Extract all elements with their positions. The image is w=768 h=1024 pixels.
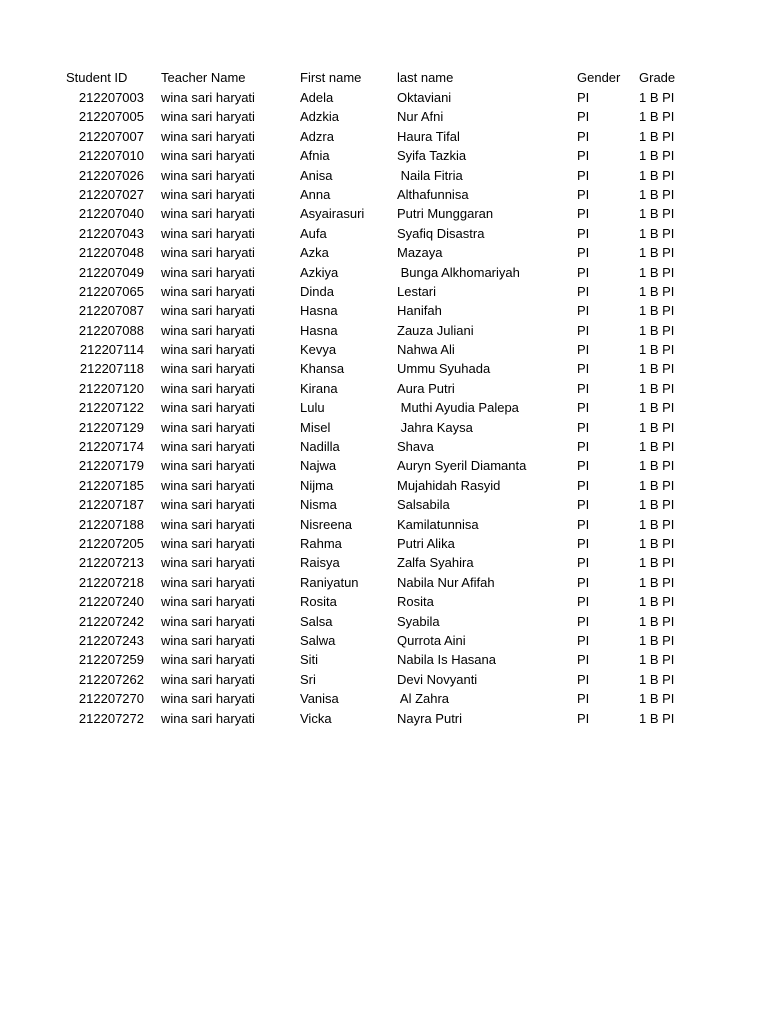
teacher-name-cell: wina sari haryati <box>161 535 255 551</box>
grade-cell: 1 B PI <box>639 691 675 707</box>
gender-cell: PI <box>577 380 590 396</box>
student-id-cell: 212207270 <box>78 691 144 707</box>
grade-cell: 1 B PI <box>639 109 675 125</box>
grade-cell: 1 B PI <box>639 186 675 202</box>
grade-cell: 1 B PI <box>639 419 675 435</box>
first-name-cell: Vicka <box>300 710 332 726</box>
gender-cell: PI <box>577 652 590 668</box>
grade-cell: 1 B PI <box>639 710 675 726</box>
table-row <box>0 301 768 320</box>
table-row <box>0 107 768 126</box>
gender-cell: PI <box>577 419 590 435</box>
table-row <box>0 127 768 146</box>
teacher-name-cell: wina sari haryati <box>161 497 255 513</box>
table-row <box>0 670 768 689</box>
student-id-cell: 212207040 <box>78 206 144 222</box>
gender-cell: PI <box>577 186 590 202</box>
teacher-name-cell: wina sari haryati <box>161 206 255 222</box>
student-id-cell: 212207007 <box>78 128 144 144</box>
gender-cell: PI <box>577 555 590 571</box>
column-header-first-name: First name <box>300 70 362 85</box>
student-id-cell: 212207003 <box>78 90 144 105</box>
first-name-cell: Anisa <box>300 167 333 183</box>
grade-cell: 1 B PI <box>639 477 675 493</box>
last-name-cell: Lestari <box>397 283 437 299</box>
teacher-name-cell: wina sari haryati <box>161 613 255 629</box>
first-name-cell: Nisreena <box>300 516 353 532</box>
student-id-cell: 212207043 <box>78 225 144 241</box>
first-name-cell: Afnia <box>300 148 330 164</box>
last-name-cell: Nabila Nur Afifah <box>397 574 495 590</box>
first-name-cell: Vanisa <box>300 691 339 707</box>
student-id-cell: 212207272 <box>78 710 144 726</box>
last-name-cell: Auryn Syeril Diamanta <box>397 458 527 474</box>
student-id-cell: 212207188 <box>78 516 144 532</box>
last-name-cell: Syafiq Disastra <box>397 225 485 241</box>
last-name-cell: Zalfa Syahira <box>397 555 474 571</box>
student-id-cell: 212207213 <box>78 555 144 571</box>
gender-cell: PI <box>577 458 590 474</box>
teacher-name-cell: wina sari haryati <box>161 148 255 164</box>
first-name-cell: Sri <box>300 671 316 687</box>
table-row <box>0 553 768 572</box>
last-name-cell: Nabila Is Hasana <box>397 652 496 668</box>
table-header-row <box>0 68 768 88</box>
grade-cell: 1 B PI <box>639 167 675 183</box>
gender-cell: PI <box>577 342 590 358</box>
last-name-cell: Putri Munggaran <box>397 206 494 222</box>
first-name-cell: Adela <box>300 90 334 105</box>
last-name-cell: Syifa Tazkia <box>397 148 467 164</box>
student-table <box>0 68 768 728</box>
first-name-cell: Adzra <box>300 128 334 144</box>
student-id-cell: 212207120 <box>78 380 144 396</box>
grade-cell: 1 B PI <box>639 613 675 629</box>
teacher-name-cell: wina sari haryati <box>161 691 255 707</box>
teacher-name-cell: wina sari haryati <box>161 710 255 726</box>
grade-cell: 1 B PI <box>639 671 675 687</box>
last-name-cell: Muthi Ayudia Palepa <box>397 400 519 416</box>
gender-cell: PI <box>577 613 590 629</box>
gender-cell: PI <box>577 477 590 493</box>
student-id-cell: 212207005 <box>78 109 144 125</box>
first-name-cell: Adzkia <box>300 109 340 125</box>
grade-cell: 1 B PI <box>639 206 675 222</box>
table-row <box>0 689 768 708</box>
table-row <box>0 437 768 456</box>
table-row <box>0 534 768 553</box>
student-id-cell: 212207262 <box>78 671 144 687</box>
student-id-cell: 212207087 <box>78 303 144 319</box>
gender-cell: PI <box>577 128 590 144</box>
table-row <box>0 631 768 650</box>
gender-cell: PI <box>577 206 590 222</box>
gender-cell: PI <box>577 671 590 687</box>
teacher-name-cell: wina sari haryati <box>161 186 255 202</box>
table-row <box>0 573 768 592</box>
last-name-cell: Nahwa Ali <box>397 342 455 358</box>
last-name-cell: Qurrota Aini <box>397 632 466 648</box>
teacher-name-cell: wina sari haryati <box>161 380 255 396</box>
student-id-cell: 212207187 <box>78 497 144 513</box>
gender-cell: PI <box>577 710 590 726</box>
grade-cell: 1 B PI <box>639 652 675 668</box>
student-id-cell: 212207065 <box>78 283 144 299</box>
teacher-name-cell: wina sari haryati <box>161 361 255 377</box>
gender-cell: PI <box>577 535 590 551</box>
grade-cell: 1 B PI <box>639 632 675 648</box>
teacher-name-cell: wina sari haryati <box>161 225 255 241</box>
last-name-cell: Kamilatunnisa <box>397 516 479 532</box>
grade-cell: 1 B PI <box>639 535 675 551</box>
grade-cell: 1 B PI <box>639 380 675 396</box>
first-name-cell: Kirana <box>300 380 338 396</box>
gender-cell: PI <box>577 167 590 183</box>
column-header-grade: Grade <box>639 70 676 85</box>
first-name-cell: Aufa <box>300 225 327 241</box>
gender-cell: PI <box>577 264 590 280</box>
student-id-cell: 212207129 <box>78 419 144 435</box>
student-id-cell: 212207243 <box>78 632 144 648</box>
last-name-cell: Al Zahra <box>397 691 450 707</box>
first-name-cell: Khansa <box>300 361 345 377</box>
table-row <box>0 418 768 437</box>
grade-cell: 1 B PI <box>639 148 675 164</box>
first-name-cell: Salsa <box>300 613 333 629</box>
grade-cell: 1 B PI <box>639 90 675 105</box>
grade-cell: 1 B PI <box>639 264 675 280</box>
last-name-cell: Mazaya <box>397 245 443 261</box>
gender-cell: PI <box>577 148 590 164</box>
last-name-cell: Bunga Alkhomariyah <box>397 264 520 280</box>
first-name-cell: Nijma <box>300 477 334 493</box>
table-row <box>0 88 768 107</box>
teacher-name-cell: wina sari haryati <box>161 671 255 687</box>
student-id-cell: 212207240 <box>78 594 144 610</box>
last-name-cell: Hanifah <box>397 303 442 319</box>
last-name-cell: Ummu Syuhada <box>397 361 491 377</box>
grade-cell: 1 B PI <box>639 128 675 144</box>
teacher-name-cell: wina sari haryati <box>161 128 255 144</box>
last-name-cell: Salsabila <box>397 497 450 513</box>
table-body <box>0 88 768 728</box>
teacher-name-cell: wina sari haryati <box>161 303 255 319</box>
student-id-cell: 212207049 <box>78 264 144 280</box>
table-row <box>0 185 768 204</box>
teacher-name-cell: wina sari haryati <box>161 109 255 125</box>
gender-cell: PI <box>577 594 590 610</box>
table-row <box>0 321 768 340</box>
first-name-cell: Nisma <box>300 497 337 513</box>
grade-cell: 1 B PI <box>639 342 675 358</box>
first-name-cell: Kevya <box>300 342 337 358</box>
grade-cell: 1 B PI <box>639 516 675 532</box>
table-row <box>0 224 768 243</box>
first-name-cell: Hasna <box>300 322 338 338</box>
grade-cell: 1 B PI <box>639 458 675 474</box>
gender-cell: PI <box>577 516 590 532</box>
last-name-cell: Rosita <box>397 594 434 610</box>
first-name-cell: Nadilla <box>300 439 340 455</box>
table-row <box>0 243 768 262</box>
student-id-cell: 212207114 <box>79 342 144 358</box>
last-name-cell: Haura Tifal <box>397 128 460 144</box>
teacher-name-cell: wina sari haryati <box>161 477 255 493</box>
grade-cell: 1 B PI <box>639 555 675 571</box>
grade-cell: 1 B PI <box>639 400 675 416</box>
grade-cell: 1 B PI <box>639 594 675 610</box>
teacher-name-cell: wina sari haryati <box>161 652 255 668</box>
last-name-cell: Nayra Putri <box>397 710 463 726</box>
grade-cell: 1 B PI <box>639 361 675 377</box>
gender-cell: PI <box>577 361 590 377</box>
last-name-cell: Althafunnisa <box>397 186 469 202</box>
student-id-cell: 212207242 <box>78 613 144 629</box>
table-row <box>0 398 768 417</box>
table-row <box>0 650 768 669</box>
student-id-cell: 212207174 <box>78 439 144 455</box>
table-row <box>0 204 768 223</box>
gender-cell: PI <box>577 303 590 319</box>
grade-cell: 1 B PI <box>639 245 675 261</box>
column-header-student-id: Student ID <box>66 70 128 85</box>
last-name-cell: Oktaviani <box>397 90 452 105</box>
last-name-cell: Zauza Juliani <box>397 322 474 338</box>
teacher-name-cell: wina sari haryati <box>161 632 255 648</box>
table-row <box>0 379 768 398</box>
gender-cell: PI <box>577 439 590 455</box>
gender-cell: PI <box>577 283 590 299</box>
table-row <box>0 359 768 378</box>
grade-cell: 1 B PI <box>639 283 675 299</box>
student-id-cell: 212207122 <box>78 400 144 416</box>
grade-cell: 1 B PI <box>639 225 675 241</box>
gender-cell: PI <box>577 574 590 590</box>
last-name-cell: Jahra Kaysa <box>397 419 473 435</box>
table-row <box>0 709 768 728</box>
first-name-cell: Azkiya <box>300 264 339 280</box>
teacher-name-cell: wina sari haryati <box>161 167 255 183</box>
teacher-name-cell: wina sari haryati <box>161 264 255 280</box>
student-id-cell: 212207218 <box>78 574 144 590</box>
grade-cell: 1 B PI <box>639 574 675 590</box>
student-id-cell: 212207048 <box>78 245 144 261</box>
table-row <box>0 515 768 534</box>
grade-cell: 1 B PI <box>639 439 675 455</box>
column-header-last-name: last name <box>397 70 454 85</box>
teacher-name-cell: wina sari haryati <box>161 90 255 105</box>
gender-cell: PI <box>577 691 590 707</box>
student-id-cell: 212207088 <box>78 322 144 338</box>
last-name-cell: Devi Novyanti <box>397 671 478 687</box>
first-name-cell: Asyairasuri <box>300 206 365 222</box>
teacher-name-cell: wina sari haryati <box>161 458 255 474</box>
teacher-name-cell: wina sari haryati <box>161 283 255 299</box>
gender-cell: PI <box>577 632 590 648</box>
table-row <box>0 166 768 185</box>
student-id-cell: 212207026 <box>78 167 144 183</box>
last-name-cell: Nur Afni <box>397 109 444 125</box>
table-row <box>0 146 768 165</box>
first-name-cell: Lulu <box>300 400 325 416</box>
last-name-cell: Putri Alika <box>397 535 455 551</box>
table-row <box>0 282 768 301</box>
table-row <box>0 612 768 631</box>
gender-cell: PI <box>577 322 590 338</box>
table-row <box>0 495 768 514</box>
gender-cell: PI <box>577 245 590 261</box>
teacher-name-cell: wina sari haryati <box>161 439 255 455</box>
column-header-gender: Gender <box>577 70 621 85</box>
table-row <box>0 263 768 282</box>
first-name-cell: Anna <box>300 186 331 202</box>
gender-cell: PI <box>577 225 590 241</box>
first-name-cell: Azka <box>300 245 329 261</box>
first-name-cell: Dinda <box>300 283 334 299</box>
teacher-name-cell: wina sari haryati <box>161 400 255 416</box>
first-name-cell: Salwa <box>300 632 336 648</box>
teacher-name-cell: wina sari haryati <box>161 322 255 338</box>
first-name-cell: Raisya <box>300 555 340 571</box>
student-id-cell: 212207027 <box>78 186 144 202</box>
student-id-cell: 212207010 <box>78 148 144 164</box>
table-row <box>0 592 768 611</box>
gender-cell: PI <box>577 90 590 105</box>
teacher-name-cell: wina sari haryati <box>161 419 255 435</box>
first-name-cell: Hasna <box>300 303 338 319</box>
teacher-name-cell: wina sari haryati <box>161 594 255 610</box>
last-name-cell: Syabila <box>397 613 440 629</box>
gender-cell: PI <box>577 497 590 513</box>
first-name-cell: Siti <box>300 652 319 668</box>
student-id-cell: 212207185 <box>78 477 144 493</box>
table-row <box>0 476 768 495</box>
teacher-name-cell: wina sari haryati <box>161 574 255 590</box>
last-name-cell: Shava <box>397 439 434 455</box>
student-id-cell: 212207179 <box>78 458 144 474</box>
first-name-cell: Rahma <box>300 535 342 551</box>
last-name-cell: Naila Fitria <box>397 167 463 183</box>
teacher-name-cell: wina sari haryati <box>161 342 255 358</box>
first-name-cell: Raniyatun <box>300 574 359 590</box>
table-row <box>0 456 768 475</box>
grade-cell: 1 B PI <box>639 497 675 513</box>
last-name-cell: Mujahidah Rasyid <box>397 477 501 493</box>
student-id-cell: 212207118 <box>79 361 144 377</box>
first-name-cell: Najwa <box>300 458 337 474</box>
first-name-cell: Misel <box>300 419 331 435</box>
gender-cell: PI <box>577 109 590 125</box>
teacher-name-cell: wina sari haryati <box>161 245 255 261</box>
last-name-cell: Aura Putri <box>397 380 455 396</box>
column-header-teacher-name: Teacher Name <box>161 70 246 85</box>
student-id-cell: 212207259 <box>78 652 144 668</box>
gender-cell: PI <box>577 400 590 416</box>
teacher-name-cell: wina sari haryati <box>161 555 255 571</box>
teacher-name-cell: wina sari haryati <box>161 516 255 532</box>
first-name-cell: Rosita <box>300 594 337 610</box>
grade-cell: 1 B PI <box>639 303 675 319</box>
table-row <box>0 340 768 359</box>
grade-cell: 1 B PI <box>639 322 675 338</box>
student-id-cell: 212207205 <box>78 535 144 551</box>
